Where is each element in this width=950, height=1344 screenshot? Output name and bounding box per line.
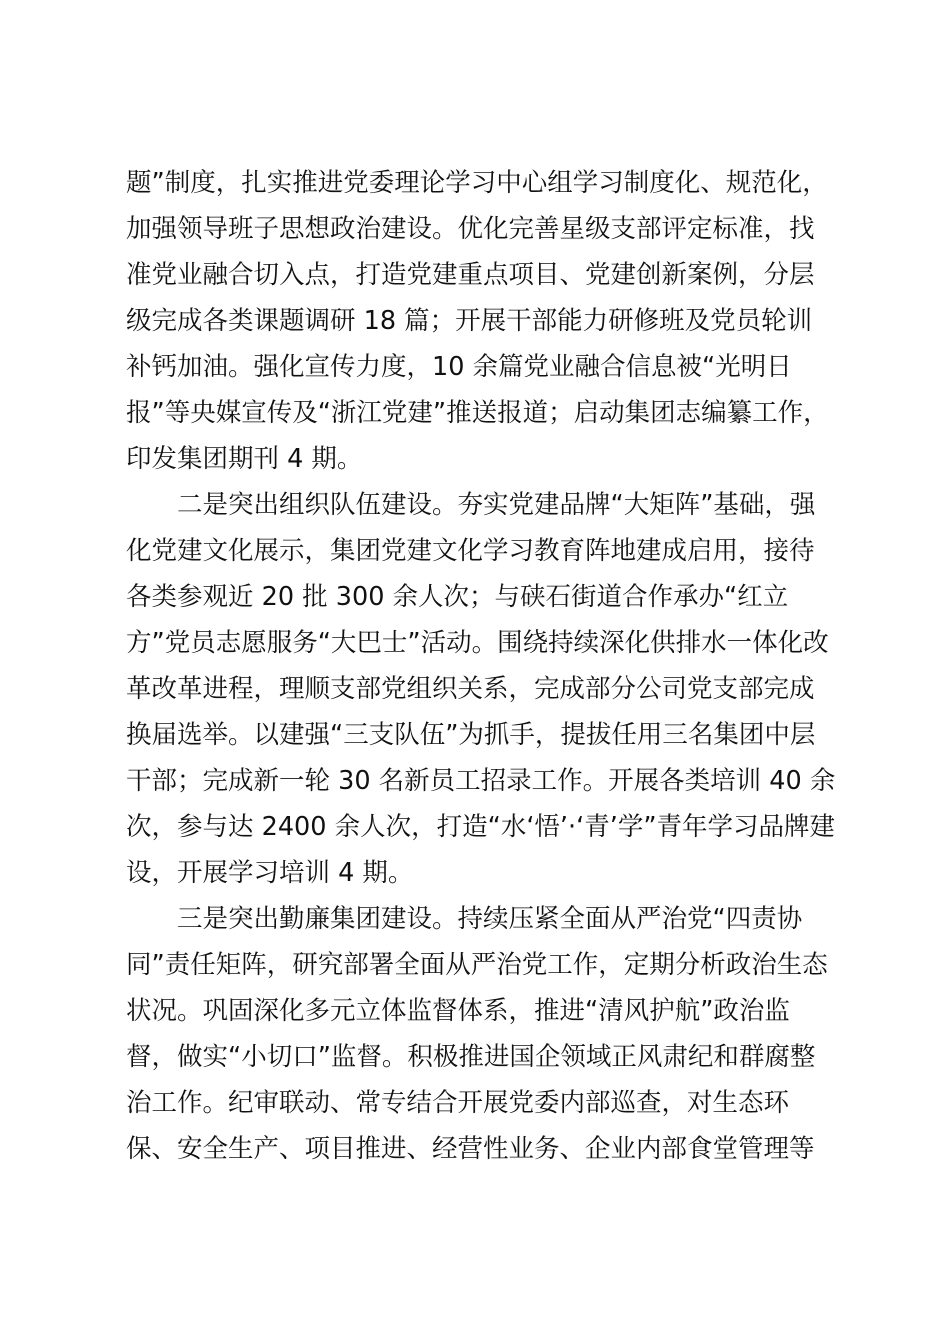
text-line: 革改革进程，理顺支部党组织关系，完成部分公司党支部完成 (126, 674, 815, 704)
text-line: 加强领导班子思想政治建设。优化完善星级支部评定标准，找 (126, 214, 815, 244)
text-line: 题”制度，扎实推进党委理论学习中心组学习制度化、规范化， (126, 168, 828, 198)
text-line: 同”责任矩阵，研究部署全面从严治党工作，定期分析政治生态 (126, 950, 828, 980)
text-line: 换届选举。以建强“三支队伍”为抓手，提拔任用三名集团中层 (126, 720, 816, 750)
text-line: 级完成各类课题调研 18 篇；开展干部能力研修班及党员轮训 (126, 306, 813, 336)
text-line: 设，开展学习培训 4 期。 (126, 858, 414, 888)
text-line: 报”等央媒宣传及“浙江党建”推送报道；启动集团志编纂工作， (126, 398, 829, 428)
text-line: 次，参与达 2400 余人次，打造“水‘悟’·‘青’学”青年学习品牌建 (126, 812, 836, 842)
text-line: 督，做实“小切口”监督。积极推进国企领域正风肃纪和群腐整 (126, 1042, 816, 1072)
text-line: 保、安全生产、项目推进、经营性业务、企业内部食堂管理等 (126, 1134, 815, 1164)
text-line: 印发集团期刊 4 期。 (126, 444, 363, 474)
text-line: 准党业融合切入点，打造党建重点项目、党建创新案例，分层 (126, 260, 815, 290)
text-line: 干部；完成新一轮 30 名新员工招录工作。开展各类培训 40 余 (126, 766, 836, 796)
text-line: 各类参观近 20 批 300 余人次；与硖石街道合作承办“红立 (126, 582, 789, 612)
text-line: 化党建文化展示，集团党建文化学习教育阵地建成启用，接待 (126, 536, 815, 566)
text-line: 三是突出勤廉集团建设。持续压紧全面从严治党“四责协 (126, 904, 803, 934)
text-line: 补钙加油。强化宣传力度，10 余篇党业融合信息被“光明日 (126, 352, 792, 382)
text-line: 治工作。纪审联动、常专结合开展党委内部巡查，对生态环 (126, 1088, 790, 1118)
text-line: 二是突出组织队伍建设。夯实党建品牌“大矩阵”基础，强 (126, 490, 816, 520)
body-text (126, 160, 836, 1172)
text-line: 状况。巩固深化多元立体监督体系，推进“清风护航”政治监 (126, 996, 790, 1026)
text-line: 方”党员志愿服务“大巴士”活动。围绕持续深化供排水一体化改 (126, 628, 829, 658)
